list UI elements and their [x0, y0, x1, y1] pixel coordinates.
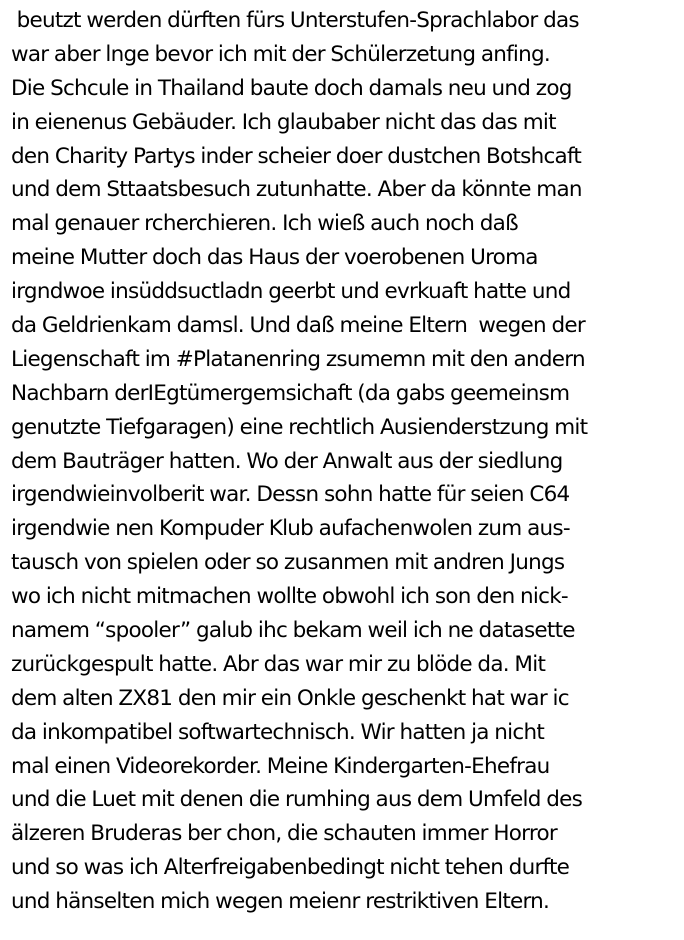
text-line: tausch von spielen oder so zusanmen mit andren Jungs [11, 550, 565, 576]
text-line: den Charity Partys inder scheier doer dustchen Botshcaft [11, 143, 582, 169]
text-line: zurückgespult hatte. Abr das war mir zu blöde da. Mit [11, 651, 546, 677]
text-line: irgendwie nen Kompuder Klub aufachenwolen zum aus- [11, 516, 570, 542]
text-line: meine Mutter doch das Haus der voerobenen Uroma [11, 245, 538, 271]
text-line: beutzt werden dürften fürs Unterstufen-Sprachlabor das [11, 8, 579, 33]
text-line: mal genauer rcherchieren. Ich wieß auch noch daß [11, 211, 518, 237]
text-line: älzeren Bruderas ber chon, die schauten immer Horror [11, 821, 557, 847]
text-line: irgndwoe insüddsuctladn geerbt und evrkuaft hatte und [11, 279, 571, 305]
text-line: und hänselten mich wegen meienr restriktiven Eltern. [11, 889, 550, 915]
text-line: da inkompatibel softwartechnisch. Wir hatten ja nicht [11, 719, 545, 745]
text-line: namem “spooler” galub ihc bekam weil ich ne datasette [11, 618, 575, 644]
text-line: irgendwieinvolberit war. Dessn sohn hatte für seien C64 [11, 482, 570, 508]
text-line: Die Schcule in Thailand baute doch damals neu und zog [11, 75, 572, 101]
body-text [11, 4, 679, 919]
text-line: war aber lnge bevor ich mit der Schülerzetung anfing. [11, 41, 551, 67]
text-line: dem Bauträger hatten. Wo der Anwalt aus der siedlung [11, 448, 563, 474]
text-line: und so was ich Alterfreigabenbedingt nicht tehen durfte [11, 855, 570, 881]
text-line: mal einen Videorekorder. Meine Kindergarten-Ehefrau [11, 753, 550, 779]
text-line: dem alten ZX81 den mir ein Onkle geschenkt hat war ic [11, 685, 569, 711]
text-line: und dem Sttaatsbesuch zutunhatte. Aber da könnte man [11, 177, 582, 203]
text-line: in eienenus Gebäuder. Ich glaubaber nicht das das mit [11, 109, 556, 135]
text-line: Nachbarn derIEgtümergemsichaft (da gabs geemeinsm [11, 380, 570, 406]
text-line: Liegenschaft im #Platanenring zsumemn mit den andern [11, 346, 585, 372]
text-line: genutzte Tiefgaragen) eine rechtlich Ausienderstzung mit [11, 414, 588, 440]
text-line: da Geldrienkam damsl. Und daß meine Eltern wegen der [11, 313, 585, 339]
text-line: wo ich nicht mitmachen wollte obwohl ich son den nick- [11, 584, 568, 610]
text-line: und die Luet mit denen die rumhing aus dem Umfeld des [11, 787, 583, 813]
